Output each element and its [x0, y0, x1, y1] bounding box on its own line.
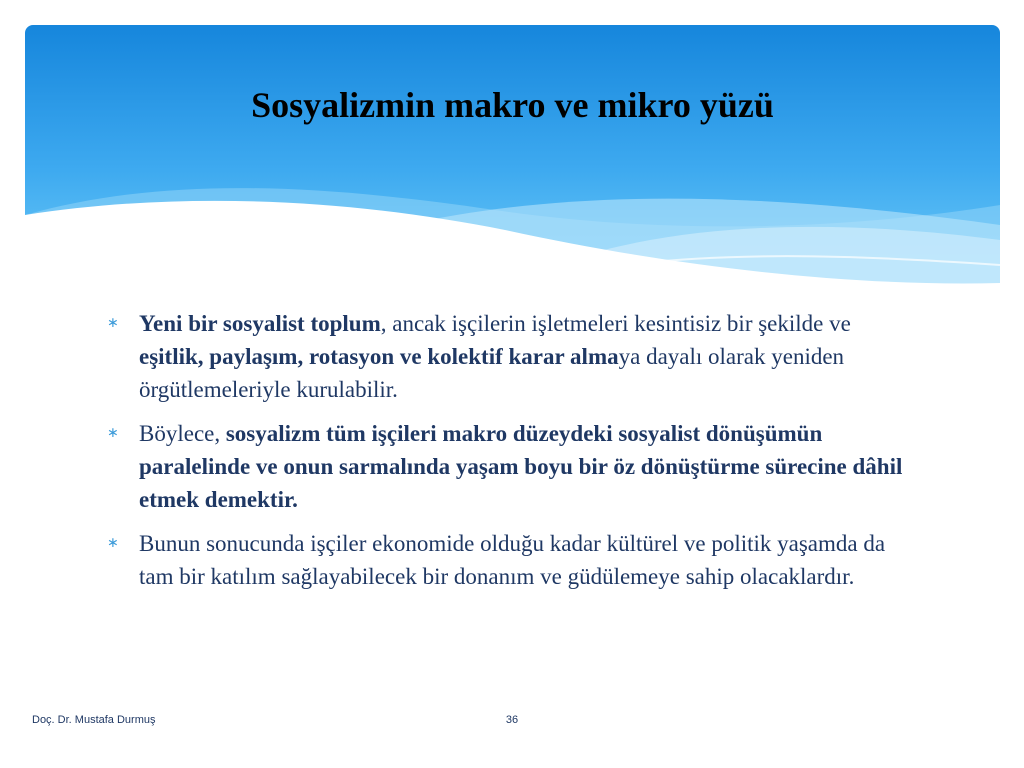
bullet-text: Böylece,: [139, 421, 226, 446]
asterisk-bullet-icon: ∗: [107, 425, 119, 441]
asterisk-bullet-icon: ∗: [107, 535, 119, 551]
bullet-text-bold: Yeni bir sosyalist toplum: [139, 311, 381, 336]
bullet-item: [105, 307, 915, 406]
bullet-text: , ancak işçilerin işletmeleri kesintisiz bir şekilde ve: [380, 311, 851, 336]
bullet-item: [105, 527, 915, 593]
header-wave-graphic: [25, 25, 1000, 290]
asterisk-bullet-icon: ∗: [107, 315, 119, 331]
bullet-item: [105, 417, 915, 516]
bullet-text-bold: eşitlik, paylaşım, rotasyon ve kolektif karar alma: [139, 344, 619, 369]
bullet-list: [105, 307, 915, 604]
bullet-text-bold: sosyalizm tüm işçileri makro düzeydeki sosyalist dönüşümün paralelinde ve onun sarmalında yaşam boyu bir öz dönüştürme sürecine dâhil etmek demektir.: [139, 421, 903, 512]
bullet-text: ya dayalı olarak yeniden örgütlemeleriyle kurulabilir.: [139, 344, 845, 402]
footer-author: Doç. Dr. Mustafa Durmuş: [32, 714, 156, 726]
slide-title: Sosyalizmin makro ve mikro yüzü: [251, 85, 774, 125]
bullet-text: Bunun sonucunda işçiler ekonomide olduğu kadar kültürel ve politik yaşamda da tam bir katılım sağlayabilecek bir donanım ve güdülemeye sahip olacaklardır.: [139, 531, 886, 589]
header-band: [25, 25, 1000, 290]
footer-page-number: 36: [505, 714, 519, 726]
